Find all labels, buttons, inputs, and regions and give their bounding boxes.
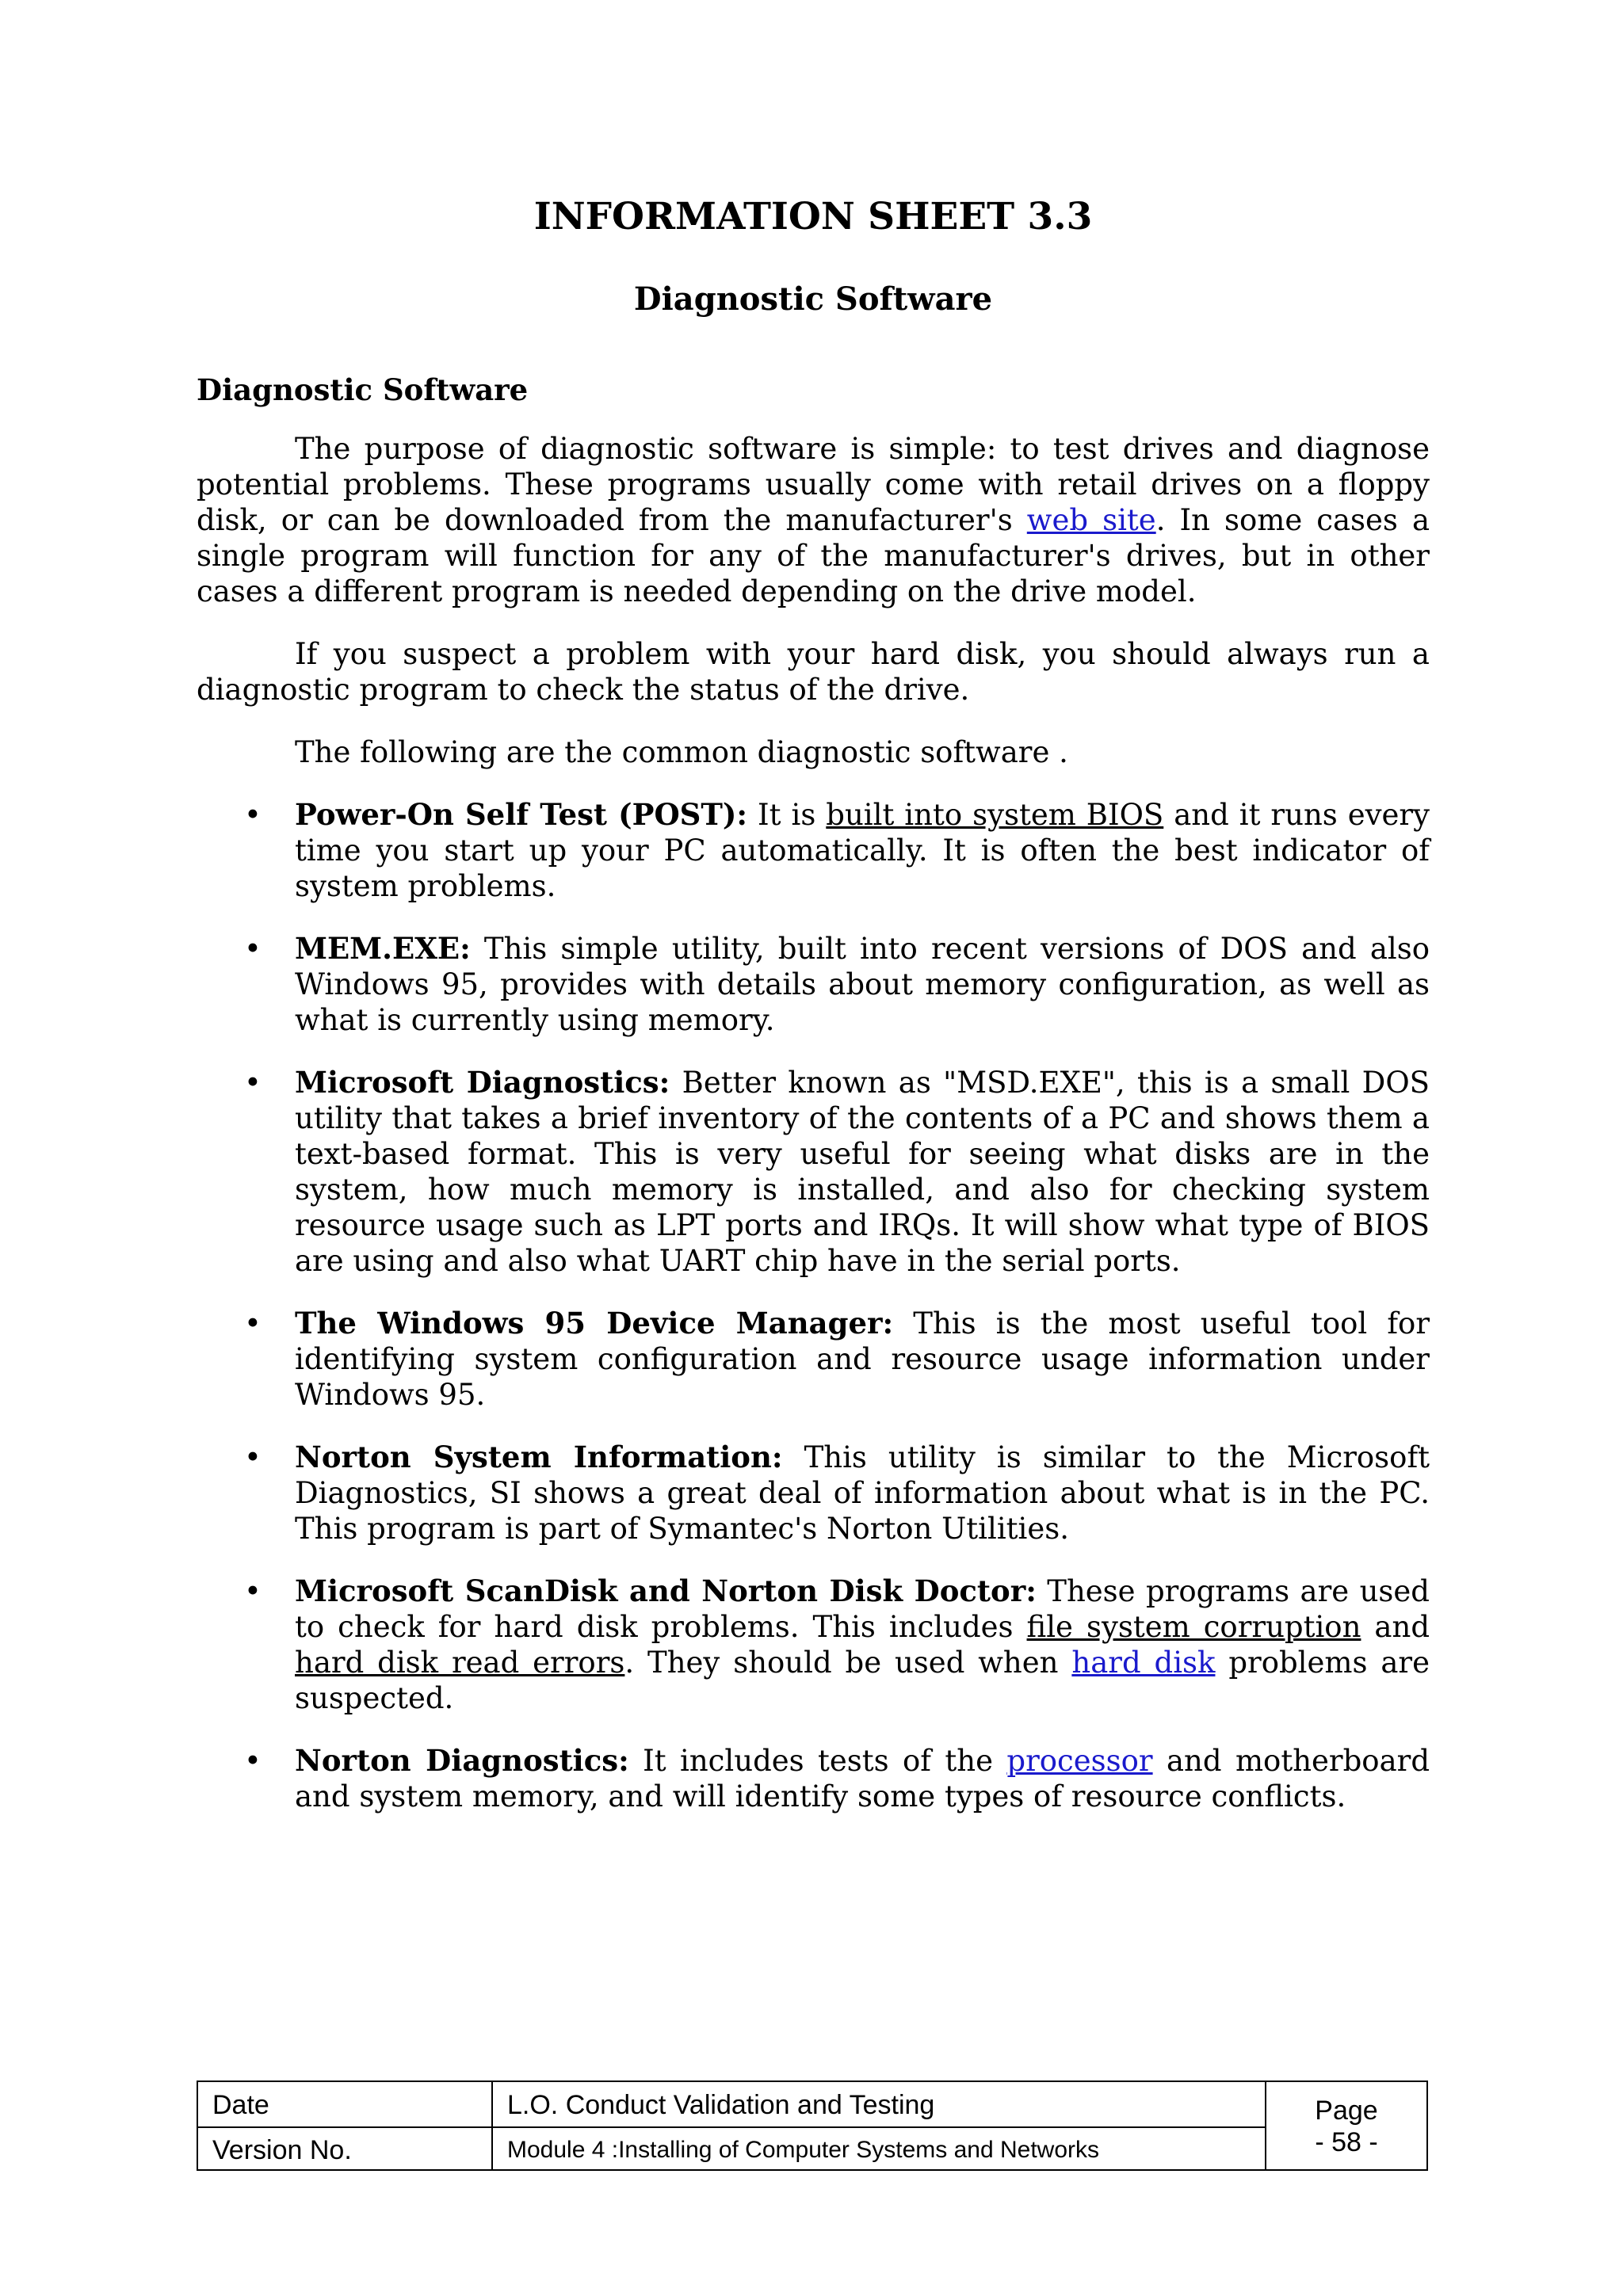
list-item-microsoft-diagnostics: • Microsoft Diagnostics: Better known as "MSD.EXE", this is a small DOS utility that takes a brief inventory of the contents of a PC and shows them a text-based format. This is very useful for seeing what disks are in the system, how much memory is installed, and also for checking system resource usage such as LPT ports and IRQs. It will show what type of BIOS are using and also what UART chip have in the serial ports.	[244, 1065, 1430, 1278]
underlined-text: hard disk read errors	[295, 1646, 625, 1680]
list-item-norton-system-information: • Norton System Information: This utility is similar to the Microsoft Diagnostics, SI shows a great deal of information about what is in the PC. This program is part of Symantec's Norton Utilities.	[244, 1440, 1430, 1546]
item-term: The Windows 95 Device Manager:	[295, 1306, 894, 1341]
bullet-icon: •	[244, 1574, 262, 1608]
bullet-icon: •	[244, 1744, 262, 1778]
bullet-icon: •	[244, 1066, 262, 1100]
sheet-title: INFORMATION SHEET 3.3	[533, 195, 1093, 238]
processor-link[interactable]: processor	[1006, 1744, 1153, 1778]
bullet-icon: •	[244, 798, 262, 832]
footer-table	[197, 2081, 1428, 2171]
item-term: Power-On Self Test (POST):	[295, 797, 748, 832]
web-site-link[interactable]: web site	[1026, 503, 1156, 537]
bullet-icon: •	[244, 932, 262, 966]
footer-page	[1266, 2082, 1426, 2169]
list-item-mem-exe: • MEM.EXE: This simple utility, built into recent versions of DOS and also Windows 95, provides with details about memory configuration, as well as what is currently using memory.	[244, 931, 1430, 1037]
hard-disk-link[interactable]: hard disk	[1071, 1646, 1216, 1680]
intro-paragraph-1: The purpose of diagnostic software is simple: to test drives and diagnose potential problems. These programs usually come with retail drives on a floppy disk, or can be downloaded from the manufacturer's web site. In some cases a single program will function for any of the manufacturer's drives, but in other cases a different program is needed depending on the drive model.	[197, 432, 1430, 608]
intro-paragraph-2: If you suspect a problem with your hard disk, you should always run a diagnostic program to check the status of the drive.	[197, 637, 1430, 707]
intro-paragraph-3: The following are the common diagnostic software .	[295, 735, 1068, 769]
footer-module: Module 4 :Installing of Computer Systems and Networks	[493, 2128, 1266, 2171]
bullet-icon: •	[244, 1440, 262, 1474]
underlined-text: built into system BIOS	[826, 798, 1164, 832]
list-item-device-manager: • The Windows 95 Device Manager: This is the most useful tool for identifying system configuration and resource usage information under Windows 95.	[244, 1306, 1430, 1412]
diagnostic-software-list	[197, 797, 1430, 1814]
body-text	[197, 431, 1430, 1841]
list-item-post: • Power-On Self Test (POST): It is built into system BIOS and it runs every time you start up your PC automatically. It is often the best indicator of system problems.	[244, 797, 1430, 903]
bullet-icon: •	[244, 1306, 262, 1341]
footer-date-label: Date	[198, 2082, 493, 2128]
underlined-text: file system corruption	[1026, 1610, 1361, 1644]
list-item-scandisk: • Microsoft ScanDisk and Norton Disk Doctor: These programs are used to check for hard disk problems. This includes file system corruption and hard disk read errors. They should be used when hard disk problems are suspected.	[244, 1573, 1430, 1715]
sheet-subtitle: Diagnostic Software	[633, 280, 993, 318]
item-term: Norton System Information:	[295, 1440, 783, 1474]
item-term: Microsoft ScanDisk and Norton Disk Doctor:	[295, 1573, 1037, 1608]
list-item-norton-diagnostics: • Norton Diagnostics: It includes tests of the processor and motherboard and system memory, and will identify some types of resource conflicts.	[244, 1743, 1430, 1814]
footer-learning-outcome: L.O. Conduct Validation and Testing	[493, 2082, 1266, 2128]
footer-version-label: Version No.	[198, 2128, 493, 2171]
footer-page-number: - 58 -	[1315, 2127, 1378, 2157]
item-term: MEM.EXE:	[295, 931, 471, 966]
item-term: Microsoft Diagnostics:	[295, 1065, 670, 1100]
item-term: Norton Diagnostics:	[295, 1743, 629, 1778]
footer-page-label: Page	[1315, 2096, 1378, 2126]
section-heading: Diagnostic Software	[197, 372, 529, 407]
